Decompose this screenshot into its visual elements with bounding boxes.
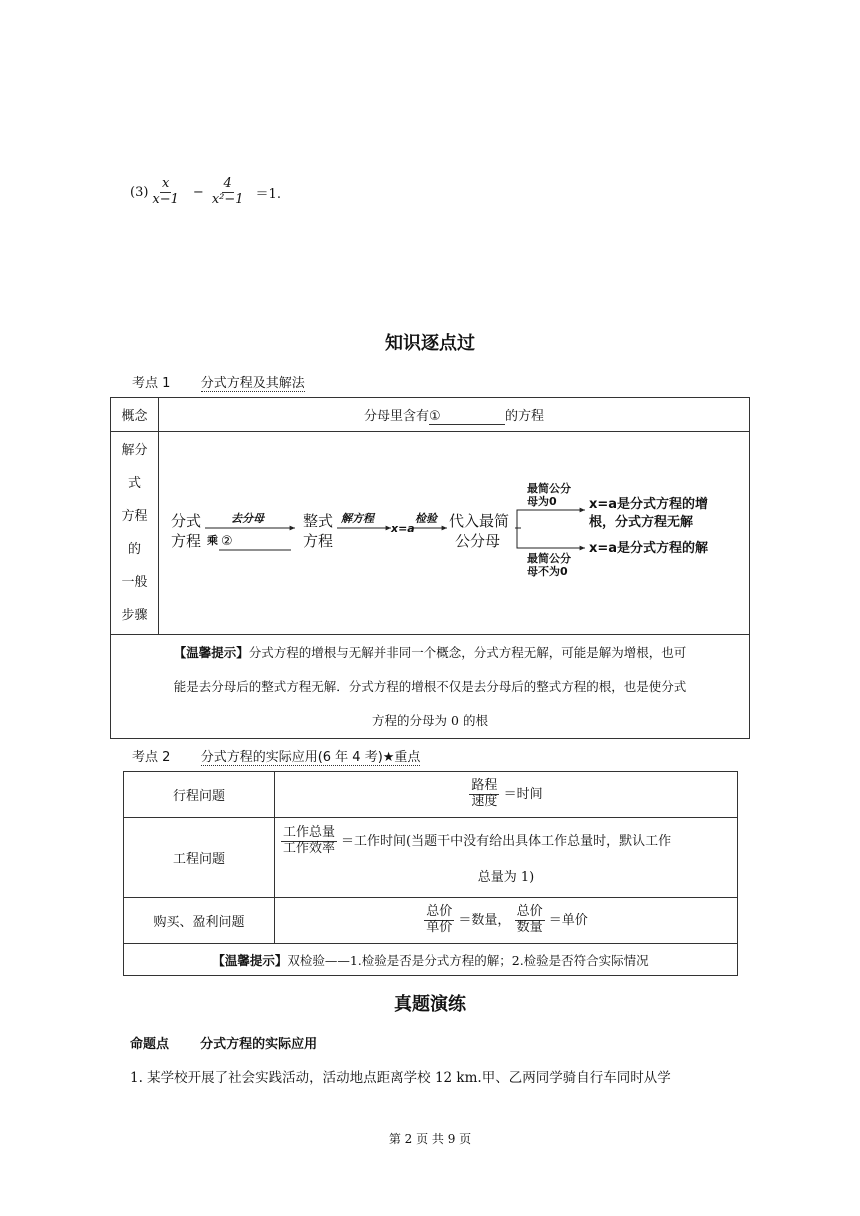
tip-cell-1 [111, 635, 750, 739]
equation-rhs: ＝1. [255, 186, 281, 202]
minus-sign: − [192, 184, 204, 200]
tip-label-2: 【温馨提示】 [212, 952, 288, 968]
mingtidian-prefix: 命题点 [130, 1037, 170, 1052]
fraction-distance-speed: $\frac{\text{路程}}{\text{速度}}$ [471, 778, 498, 809]
steps-label-line: 的 [127, 542, 141, 557]
row-travel-label: 行程问题 [124, 772, 275, 818]
arrow-1-bottom-prefix: 乘 [207, 534, 218, 547]
tip-cell-2 [124, 944, 738, 976]
branch-up-l2: 母为0 [527, 495, 557, 508]
mingtidian-title: 分式方程的实际应用 [200, 1037, 318, 1052]
branch-down-l1: 最简公分 [527, 552, 571, 565]
mingtidian-heading [130, 1033, 317, 1052]
result-up-l1: x=a是分式方程的增 [589, 497, 709, 512]
equation-3 [130, 177, 281, 208]
flow-sub-l1: 代入最简 [449, 512, 510, 530]
result-down: x=a是分式方程的解 [589, 541, 709, 556]
flow-start-l1: 分式 [171, 512, 202, 530]
branch-up-l1: 最简公分 [527, 482, 571, 495]
flow-xa: x=a [391, 522, 415, 535]
flow-sub-l2: 公分母 [455, 532, 501, 550]
equation-label: (3) [130, 184, 149, 200]
kaodian-2-prefix: 考点 2 [132, 750, 171, 765]
tip-label-1: 【温馨提示】 [173, 644, 249, 660]
steps-label-line: 式 [127, 476, 141, 491]
steps-label-line: 方程 [121, 509, 148, 524]
table-applications [123, 771, 738, 976]
kaodian-1-prefix: 考点 1 [132, 376, 171, 391]
tip-line-2: 能是去分母后的整式方程无解．分式方程的增根不仅是去分母后的整式方程的根，也是使分式 [173, 678, 687, 694]
flow-diagram [159, 432, 749, 634]
flow-start-l2: 方程 [171, 532, 202, 550]
page-footer: 第 2 页 共 9 页 [388, 1132, 472, 1146]
section-title-knowledge: 知识逐点过 [385, 333, 475, 354]
fraction-2: $\frac{4}{\text{x²−1}}$ [211, 176, 244, 207]
flow-diagram-cell [159, 432, 750, 635]
steps-label-line: 步骤 [121, 608, 148, 623]
blank-1[interactable]: ① [429, 409, 505, 425]
steps-label-line: 解分 [121, 443, 148, 458]
fraction-total-unit: $\frac{\text{总价}}{\text{单价}}$ [426, 904, 453, 935]
arrow-3-label: 检验 [415, 512, 437, 525]
row-purchase-content: $\frac{\text{总价}}{\text{单价}}$ ＝数量， $\frac{\text{总价}}{\text{数量}}$ ＝单价 [275, 898, 738, 944]
arrow-2-label: 解方程 [341, 512, 374, 525]
flow-mid-l2: 方程 [303, 532, 334, 550]
section-title-practice: 真题演练 [394, 994, 466, 1015]
tip-line-1: 分式方程的增根与无解并非同一个概念，分式方程无解，可能是解为增根，也可 [248, 644, 687, 660]
kaodian-2-title: 分式方程的实际应用(6 年 4 考)★重点 [200, 750, 421, 765]
steps-label-line: 一般 [121, 575, 148, 590]
result-up-l2: 根，分式方程无解 [589, 515, 694, 530]
row-work-continued: 总量为 1) [477, 869, 535, 885]
kaodian-2-heading [132, 746, 420, 765]
table-fractional-equation [110, 397, 750, 739]
kaodian-1-title: 分式方程及其解法 [200, 376, 305, 391]
fraction-total-qty: $\frac{\text{总价}}{\text{数量}}$ [516, 904, 543, 935]
row-work-content: $\frac{\text{工作总量}}{\text{工作效率}}$ ＝工作时间(当题干中没有给出具体工作总量时，默认工作 总量为 1) [275, 818, 738, 898]
fraction-1: $\frac{x}{x-1}$ [152, 176, 179, 207]
row-travel-content: $\frac{\text{路程}}{\text{速度}}$ ＝时间 [275, 772, 738, 818]
row-steps-label [111, 432, 159, 635]
kaodian-1-heading [132, 372, 305, 391]
tip-text-2: 双检验——1.检验是否是分式方程的解；2.检验是否符合实际情况 [287, 952, 649, 968]
fraction-work: $\frac{\text{工作总量}}{\text{工作效率}}$ [283, 825, 336, 856]
blank-2[interactable]: ② [221, 534, 233, 549]
branch-down-l2: 母不为0 [527, 565, 568, 578]
row-purchase-label: 购买、盈利问题 [124, 898, 275, 944]
branch-up-arrow [517, 510, 585, 528]
row-concept-label: 概念 [111, 398, 159, 432]
tip-line-3: 方程的分母为 0 的根 [372, 712, 488, 728]
question-1: 1. 某学校开展了社会实践活动，活动地点距离学校 12 km.甲、乙两同学骑自行车同时从学 [130, 1070, 671, 1086]
row-concept-content: 分母里含有① 的方程 [159, 398, 750, 432]
row-work-label: 工程问题 [124, 818, 275, 898]
arrow-1-top-label: 去分母 [231, 512, 264, 525]
flow-mid-l1: 整式 [303, 512, 334, 530]
branch-down-arrow [517, 528, 585, 548]
